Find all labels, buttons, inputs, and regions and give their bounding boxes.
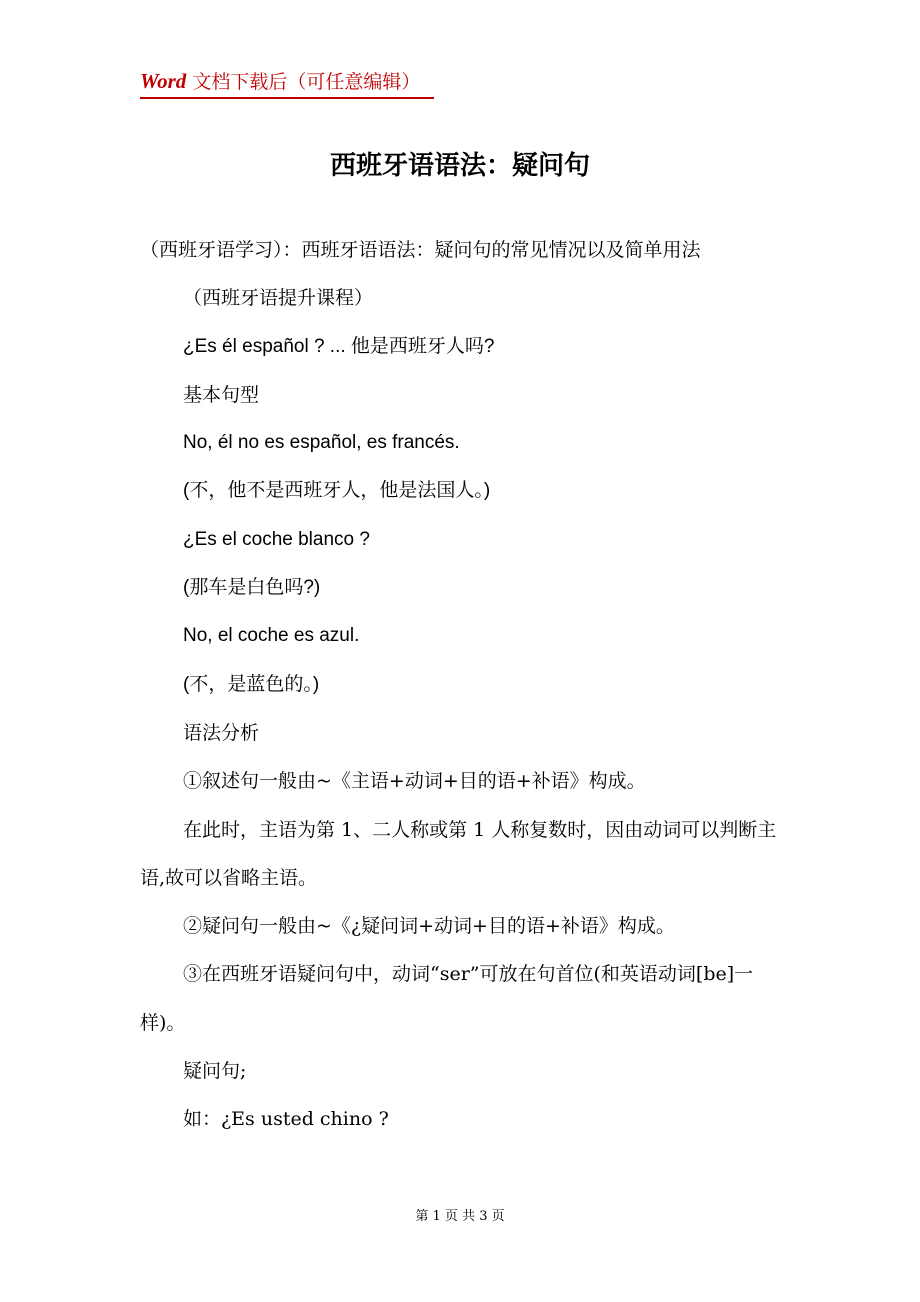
document-header (140, 66, 434, 99)
example-question-3: 如：¿Es usted chino ? (183, 1108, 389, 1131)
example-question-1: ¿Es él español ? ... 他是西班牙人吗? (183, 335, 495, 357)
example-question-2: ¿Es el coche blanco ? (183, 528, 370, 550)
example-answer-2: No, el coche es azul. (183, 625, 360, 647)
example-answer-1: No, él no es español, es francés. (183, 432, 460, 454)
question-label: 疑问句; (183, 1060, 247, 1083)
example-translation-3: (不，是蓝色的。) (183, 673, 320, 695)
grammar-point-2: ②疑问句一般由~《¿疑问词+动词+目的语+补语》构成。 (183, 915, 675, 938)
document-title: 西班牙语语法：疑问句 (329, 151, 590, 181)
example-translation-2: (那车是白色吗?) (183, 577, 321, 599)
grammar-point-1: ①叙述句一般由~《主语+动词+目的语+补语》构成。 (183, 770, 646, 793)
section-heading-basic-pattern: 基本句型 (183, 383, 260, 406)
document-body (140, 226, 780, 1144)
grammar-point-3: ③在西班牙语疑问句中，动词“ser”可放在句首位(和英语动词[be]一样)。 (140, 963, 754, 1034)
section-heading-grammar-analysis: 语法分析 (183, 721, 260, 744)
header-word-label: Word (140, 69, 187, 93)
course-paragraph: （西班牙语提升课程） (183, 287, 374, 310)
example-translation-1: (不，他不是西班牙人，他是法国人。) (183, 480, 491, 502)
page-footer: 第 1 页 共 3 页 (415, 1209, 505, 1224)
intro-paragraph: （西班牙语学习）：西班牙语语法：疑问句的常见情况以及简单用法 (140, 239, 701, 261)
header-editable-note: 文档下载后（可任意编辑） (186, 71, 421, 93)
grammar-note: 在此时，主语为第 1、二人称或第 1 人称复数时，因由动词可以判断主语,故可以省略主语。 (140, 818, 777, 889)
